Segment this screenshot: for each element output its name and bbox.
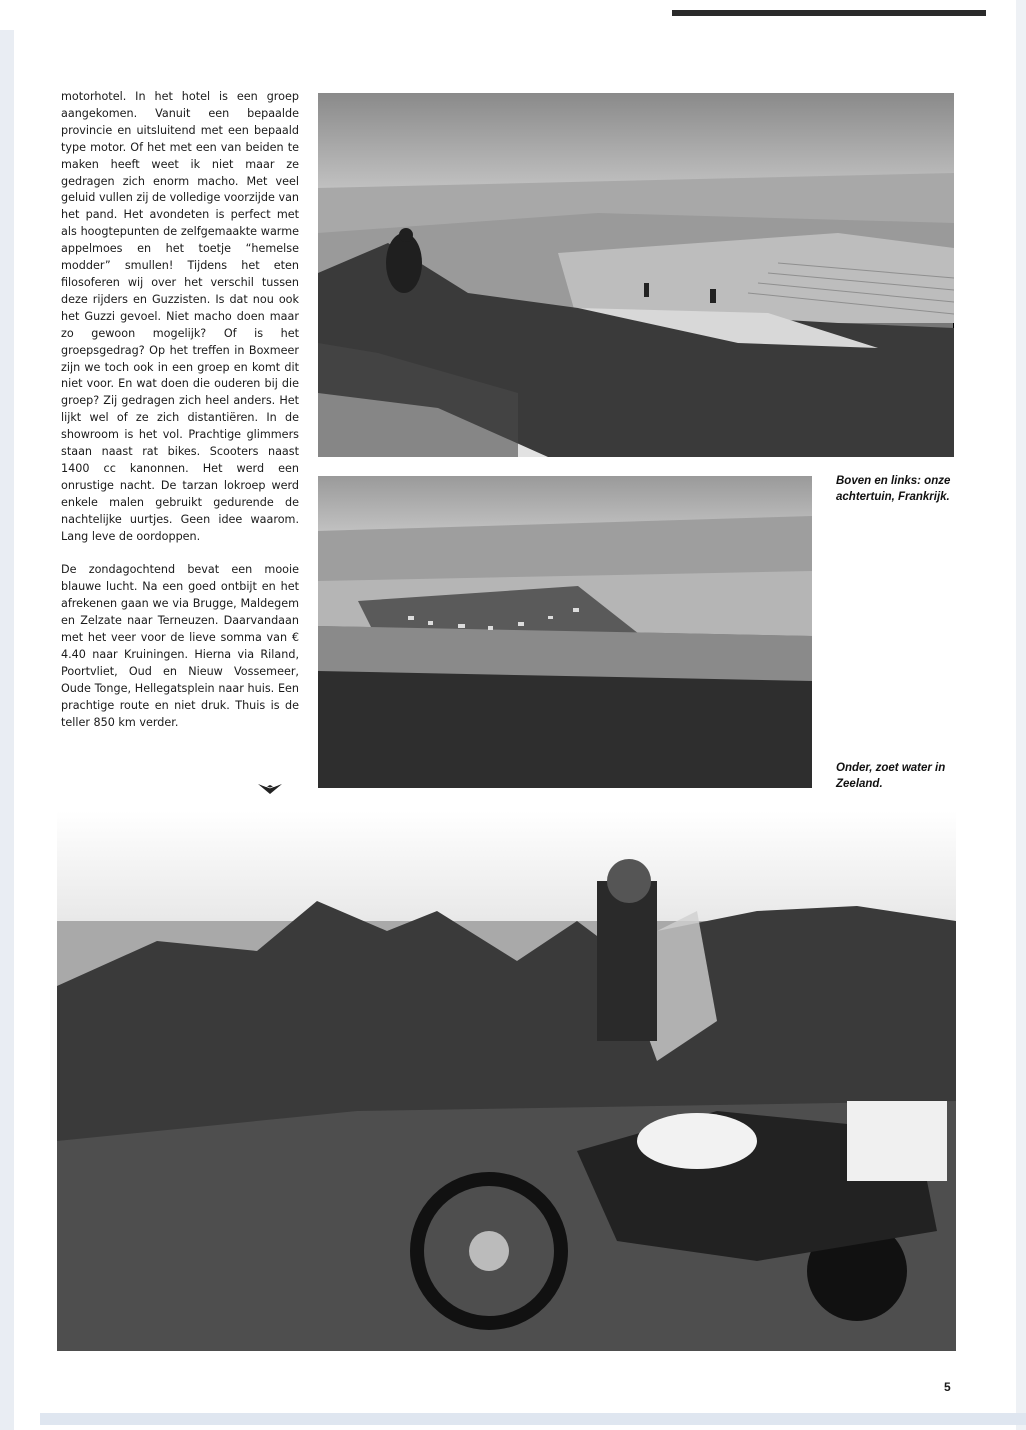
article-paragraph: De zondagochtend bevat een mooie blauwe lucht. Na een goed ontbijt en het afrekenen gaan we via Brugge, Maldegem en Zelzate naar Terneuzen. Daarvandaan met het veer voor de lieve somma van € 4.40 naar Kruiningen. Hierna via Riland, Poortvliet, Oud en Nieuw Vossemeer, Oude Tonge, Hellegatsplein naar huis. Een prachtige route en niet druk. Thuis is de teller 850 km verder. xyxy=(61,563,299,729)
photo-motorcycle-zeeland xyxy=(57,811,956,1351)
photo-hillside-france xyxy=(318,93,954,457)
article-paragraph: motorhotel. In het hotel is een groep aangekomen. Vanuit een bepaalde provincie en uitsluitend met een bepaald type motor. Of het met een van beiden te maken heeft weet ik niet maar ze gedragen zich enorm macho. Met veel geluid vullen zij de volledige voorzijde van het pand. Het avondeten is perfect met als hoogtepunten de zelfgemaakte warme appelmoes en het toetje “hemelse modder” smullen! Tijdens het eten filosoferen wij over het verschil tussen deze rijders en Guzzisten. Is dat nou ook het Guzzi gevoel. Niet macho doen maar zo gewoon mogelijk? Of is het groepsgedrag? Op het treffen in Boxmeer zijn we toch ook in een groep en komt dit niet voor. En wat doen die ouderen bij die groep? Zij gedragen zich heel anders. Het lijkt wel of ze zich distantiëren. In de showroom is het vol. Prachtige glimmers staan naast rat bikes. Scooters naast 1400 cc kanonnen. Het werd een onrustige nacht. De tarzan lokroep werd enkele malen gebruikt gedurende de nachtelijke uurtjes. Geen idee waarom. Lang leve de oordoppen. xyxy=(61,90,300,543)
scan-left-edge xyxy=(0,30,14,1430)
photo-valley-village xyxy=(318,476,812,788)
scan-right-edge xyxy=(1016,0,1026,1430)
caption-top: Boven en links: onze achtertuin, Frankrijk. xyxy=(836,475,951,503)
caption-bottom: Onder, zoet water in Zeeland. xyxy=(836,762,946,790)
article-body xyxy=(61,89,299,732)
eagle-emblem-icon xyxy=(257,780,283,794)
header-rule xyxy=(672,10,986,16)
page-number: 5 xyxy=(944,1380,951,1394)
scan-bottom-edge xyxy=(40,1413,1026,1425)
